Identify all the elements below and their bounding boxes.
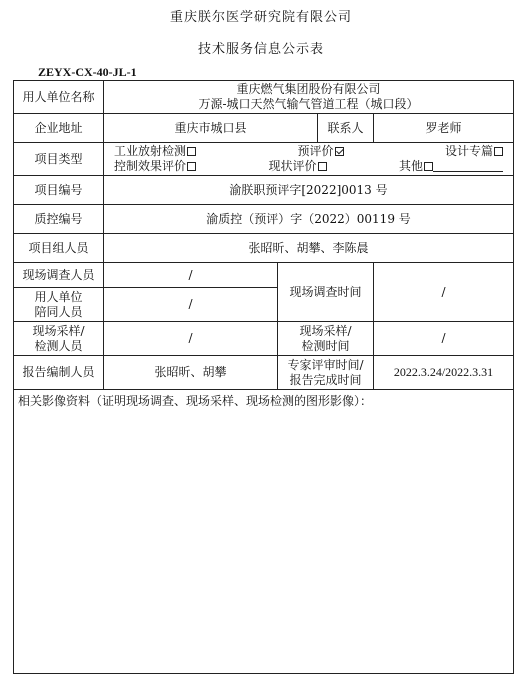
photos-label: 相关影像资料（证明现场调查、现场采样、现场检测的图形影像）： [18,394,373,408]
checkbox-other[interactable] [424,162,433,171]
row-project-number [14,176,514,205]
project-number-value: 渝朕职预评字[2022]0013 号 [104,176,514,205]
project-type-label: 项目类型 [14,143,104,176]
contact-label: 联系人 [318,114,374,143]
row-project-team [14,234,514,263]
qc-number-label: 质控编号 [14,205,104,234]
photos-area [14,390,514,674]
address-value: 重庆市城口县 [104,114,318,143]
option-status-evaluation[interactable]: 现状评价 [268,159,326,174]
project-team-label: 项目组人员 [14,234,104,263]
info-table [13,80,514,674]
row-address [14,114,514,143]
option-design-chapter[interactable]: 设计专篇 [445,144,503,159]
project-team-value: 张昭昕、胡攀、李陈晨 [104,234,514,263]
escort-label: 用人单位 陪同人员 [14,288,104,322]
sampling-staff-value: / [104,322,278,356]
company-name: 重庆朕尔医学研究院有限公司 [169,10,352,25]
form-title: 技术服务信息公示表 [197,42,324,57]
project-name: 万源-城口天然气输气管道工程（城口段） [198,97,419,111]
row-survey-staff [14,263,514,288]
sampling-time-value: / [374,322,514,356]
report-staff-label: 报告编制人员 [14,356,104,390]
survey-staff-value: / [104,263,278,288]
survey-time-label: 现场调查时间 [278,263,374,322]
employer-name: 重庆燃气集团股份有限公司 [236,82,381,96]
report-staff-value: 张昭昕、胡攀 [104,356,278,390]
survey-time-value: / [374,263,514,322]
contact-value: 罗老师 [374,114,514,143]
checkbox-status-evaluation[interactable] [318,162,327,171]
checkbox-pre-evaluation[interactable] [335,147,344,156]
review-time-value: 2022.3.24/2022.3.31 [374,356,514,390]
sampling-staff-label: 现场采样/ 检测人员 [14,322,104,356]
sampling-time-label: 现场采样/ 检测时间 [278,322,374,356]
option-pre-evaluation[interactable]: 预评价 [297,144,343,159]
employer-label: 用人单位名称 [14,81,104,114]
employer-value [104,81,514,114]
qc-number-value: 渝质控（预评）字（2022）00119 号 [104,205,514,234]
other-blank-line [433,160,503,172]
row-qc-number [14,205,514,234]
row-project-type [14,143,514,176]
row-photos [14,390,514,674]
survey-staff-label: 现场调查人员 [14,263,104,288]
option-control-effect[interactable]: 控制效果评价 [114,159,196,174]
document-code: ZEYX-CX-40-JL-1 [38,65,137,79]
review-time-label: 专家评审时间/ 报告完成时间 [278,356,374,390]
project-type-options [104,143,514,176]
project-number-label: 项目编号 [14,176,104,205]
checkbox-design-chapter[interactable] [494,147,503,156]
checkbox-control-effect[interactable] [187,162,196,171]
address-label: 企业地址 [14,114,104,143]
escort-value: / [104,288,278,322]
option-industrial-radiation[interactable]: 工业放射检测 [114,144,196,159]
option-other[interactable]: 其他 [399,159,503,174]
row-employer [14,81,514,114]
row-report [14,356,514,390]
checkbox-industrial-radiation[interactable] [187,147,196,156]
row-sampling [14,322,514,356]
